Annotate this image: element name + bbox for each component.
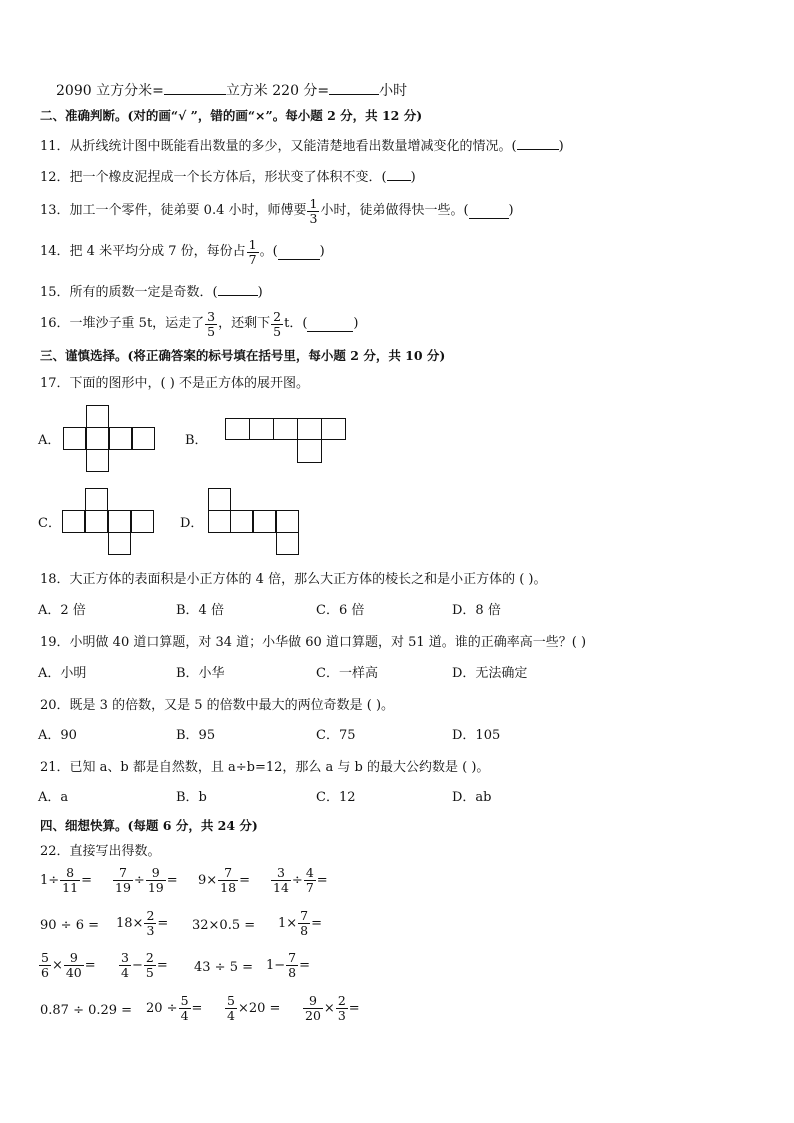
fraction xyxy=(144,909,156,938)
fraction xyxy=(144,951,156,980)
question-text: 12．把一个橡皮泥捏成一个长方体后，形状变了体积不变．( xyxy=(40,170,387,185)
option-d[interactable]: D．8 倍 xyxy=(452,603,501,618)
equals: = xyxy=(166,873,178,888)
calc-item xyxy=(40,866,92,895)
net-square xyxy=(131,510,154,533)
numerator: 9 xyxy=(308,993,317,1008)
question-20: 20．既是 3 的倍数，又是 5 的倍数中最大的两位奇数是 ( )。 xyxy=(40,698,395,713)
numerator: 2 xyxy=(337,993,346,1008)
section2-heading: 二、准确判断。(对的画“√ ”，错的画“×”。每小题 2 分，共 12 分) xyxy=(40,108,423,123)
denominator: 4 xyxy=(227,1008,235,1023)
calc-item xyxy=(224,994,280,1023)
paren-close: ) xyxy=(353,316,359,331)
answer-blank[interactable] xyxy=(469,204,509,219)
numerator: 7 xyxy=(288,950,297,965)
conversion-text-2: 立方米 220 分= xyxy=(225,83,330,99)
equals: = xyxy=(157,916,169,931)
denominator: 3 xyxy=(309,210,318,226)
fraction xyxy=(39,951,51,980)
question-15 xyxy=(40,281,263,302)
paren-close: ) xyxy=(558,139,564,154)
net-square xyxy=(253,510,276,533)
answer-blank[interactable] xyxy=(329,80,379,95)
numerator: 4 xyxy=(305,865,314,880)
fraction xyxy=(119,951,131,980)
net-square xyxy=(249,418,274,440)
question-text: 14．把 4 米平均分成 7 份，每份占 xyxy=(40,244,246,259)
paren-close: ) xyxy=(508,203,514,218)
calc-text: 43 ÷ 5 = xyxy=(194,960,253,975)
denominator: 14 xyxy=(273,880,289,895)
equals: = xyxy=(299,958,311,973)
denominator: 4 xyxy=(180,1008,189,1023)
denominator: 3 xyxy=(337,1008,346,1023)
denominator: 11 xyxy=(62,880,79,895)
paren-close: ) xyxy=(257,285,263,300)
calc-text: 1− xyxy=(266,958,286,973)
option-b[interactable]: B．95 xyxy=(176,728,216,743)
net-square xyxy=(85,488,108,511)
calc-item xyxy=(270,866,328,895)
numerator: 3 xyxy=(207,308,216,324)
fraction xyxy=(179,994,191,1023)
net-square xyxy=(86,427,109,450)
denominator: 7 xyxy=(248,251,257,267)
equals: = xyxy=(191,1001,203,1016)
paren-close: ) xyxy=(410,170,416,185)
denominator: 6 xyxy=(41,965,49,980)
option-d-label[interactable]: D． xyxy=(180,516,204,531)
option-b[interactable]: B．4 倍 xyxy=(176,603,224,618)
option-a[interactable]: A．90 xyxy=(38,728,77,743)
question-18: 18．大正方体的表面积是小正方体的 4 倍，那么大正方体的棱长之和是小正方体的 ( )。 xyxy=(40,572,547,587)
calc-text: 90 ÷ 6 = xyxy=(40,918,99,933)
net-square xyxy=(276,510,299,533)
net-square xyxy=(86,449,109,472)
net-square xyxy=(108,532,131,555)
conversion-text-3: 小时 xyxy=(379,83,408,99)
calc-item xyxy=(192,918,255,933)
calc-item xyxy=(112,866,178,895)
calc-item xyxy=(40,918,99,933)
denominator: 18 xyxy=(220,880,237,895)
cube-net-d xyxy=(208,488,300,556)
denominator: 5 xyxy=(207,323,216,339)
answer-blank[interactable] xyxy=(278,245,320,260)
denominator: 4 xyxy=(121,965,129,980)
net-square xyxy=(108,510,131,533)
denominator: 5 xyxy=(273,323,282,339)
calc-item xyxy=(194,960,253,975)
numerator: 2 xyxy=(273,308,282,324)
equals: = xyxy=(316,873,328,888)
calc-text: 20 ÷ xyxy=(146,1001,178,1016)
numerator: 9 xyxy=(151,865,160,880)
option-d[interactable]: D．105 xyxy=(452,728,501,743)
net-square xyxy=(276,532,299,555)
denominator: 8 xyxy=(288,965,297,980)
fraction xyxy=(298,909,310,938)
operator: ÷ xyxy=(133,873,145,888)
question-11 xyxy=(40,135,564,156)
cube-net-c xyxy=(62,488,154,556)
net-square xyxy=(273,418,298,440)
fraction xyxy=(304,866,316,895)
calc-item xyxy=(38,951,96,980)
numerator: 9 xyxy=(69,950,78,965)
calc-item xyxy=(302,994,360,1023)
net-square xyxy=(321,418,346,440)
question-text: 。( xyxy=(259,244,278,259)
question-12 xyxy=(40,166,416,187)
cube-net-a xyxy=(63,405,155,473)
option-d[interactable]: D．ab xyxy=(452,790,492,805)
answer-blank[interactable] xyxy=(218,281,258,296)
net-square xyxy=(86,405,109,428)
net-square xyxy=(63,427,86,450)
operator: × xyxy=(51,958,63,973)
numerator: 2 xyxy=(146,908,155,923)
question-17: 17．下面的图形中，( ) 不是正方体的展开图。 xyxy=(40,376,309,391)
net-square xyxy=(208,488,231,511)
denominator: 8 xyxy=(300,923,309,938)
denominator: 7 xyxy=(305,880,314,895)
equals: = xyxy=(156,958,168,973)
fraction xyxy=(205,310,217,339)
numerator: 1 xyxy=(248,236,257,252)
answer-blank[interactable] xyxy=(164,80,226,95)
numerator: 1 xyxy=(309,195,318,211)
calc-text: 1÷ xyxy=(40,873,60,888)
calc-text: 1× xyxy=(278,916,298,931)
numerator: 2 xyxy=(145,950,154,965)
denominator: 19 xyxy=(147,880,164,895)
fraction xyxy=(307,197,319,226)
operator: ÷ xyxy=(291,873,303,888)
fraction xyxy=(271,866,291,895)
calc-text: 9× xyxy=(198,873,218,888)
option-a[interactable]: A．a xyxy=(38,790,69,805)
option-a-label[interactable]: A． xyxy=(38,433,61,448)
numerator: 5 xyxy=(227,993,235,1008)
calc-item xyxy=(278,909,322,938)
fraction xyxy=(218,866,238,895)
calc-item xyxy=(40,1003,132,1018)
question-22: 22．直接写出得数。 xyxy=(40,844,161,859)
question-text: 11．从折线统计图中既能看出数量的多少，又能清楚地看出数量增减变化的情况。( xyxy=(40,139,517,154)
unit-conversion-line xyxy=(56,80,407,100)
denominator: 20 xyxy=(305,1008,321,1023)
calc-item xyxy=(146,994,202,1023)
question-text: 13．加工一个零件，徒弟要 0.4 小时，师傅要 xyxy=(40,203,307,218)
operator: × xyxy=(323,1001,335,1016)
option-c[interactable]: C．一样高 xyxy=(316,666,378,681)
numerator: 7 xyxy=(300,908,309,923)
calc-text: 32×0.5 = xyxy=(192,918,256,933)
question-14 xyxy=(40,234,325,270)
question-13 xyxy=(40,193,514,229)
numerator: 8 xyxy=(66,865,75,880)
denominator: 3 xyxy=(146,923,155,938)
option-b-label[interactable]: B． xyxy=(185,433,208,448)
denominator: 40 xyxy=(65,965,82,980)
option-c-label[interactable]: C． xyxy=(38,516,61,531)
net-square xyxy=(132,427,155,450)
conversion-text-1: 2090 立方分米= xyxy=(56,83,164,99)
net-square xyxy=(208,510,231,533)
equals: = xyxy=(348,1001,360,1016)
fraction xyxy=(303,994,323,1023)
calc-item xyxy=(118,951,168,980)
calc-text: ×20 = xyxy=(237,1001,281,1016)
fraction xyxy=(113,866,133,895)
equals: = xyxy=(239,873,250,888)
calc-text: 0.87 ÷ 0.29 = xyxy=(40,1003,133,1018)
net-square xyxy=(297,439,322,463)
calc-item xyxy=(266,951,310,980)
fraction xyxy=(247,238,259,267)
fraction xyxy=(64,951,84,980)
option-c[interactable]: C．75 xyxy=(316,728,356,743)
fraction xyxy=(336,994,348,1023)
numerator: 5 xyxy=(41,950,49,965)
question-text: 小时，徒弟做得快一些。( xyxy=(320,203,469,218)
equals: = xyxy=(84,958,96,973)
option-c[interactable]: C．12 xyxy=(316,790,356,805)
question-text: ，还剩下 xyxy=(218,316,271,331)
net-square xyxy=(85,510,108,533)
calc-text: 18× xyxy=(116,916,144,931)
option-a[interactable]: A．2 倍 xyxy=(38,603,86,618)
question-text: 16．一堆沙子重 5t，运走了 xyxy=(40,316,205,331)
section4-heading: 四、细想快算。(每题 6 分，共 24 分) xyxy=(40,818,258,833)
option-a[interactable]: A．小明 xyxy=(38,666,87,681)
option-d[interactable]: D．无法确定 xyxy=(452,666,528,681)
paren-close: ) xyxy=(319,244,325,259)
answer-blank[interactable] xyxy=(307,317,353,332)
option-b[interactable]: B．b xyxy=(176,790,207,805)
fraction xyxy=(146,866,166,895)
net-square xyxy=(297,418,322,440)
equals: = xyxy=(81,873,92,888)
question-text: t．( xyxy=(284,316,308,331)
fraction xyxy=(225,994,237,1023)
question-16 xyxy=(40,306,358,342)
fraction xyxy=(286,951,298,980)
calc-item xyxy=(198,866,250,895)
numerator: 3 xyxy=(276,865,285,880)
net-square xyxy=(62,510,85,533)
numerator: 3 xyxy=(121,950,129,965)
section3-heading: 三、谨慎选择。(将正确答案的标号填在括号里，每小题 2 分，共 10 分) xyxy=(40,348,446,363)
net-square xyxy=(109,427,132,450)
question-21: 21．已知 a、b 都是自然数，且 a÷b=12，那么 a 与 b 的最大公约数是 ( )。 xyxy=(40,760,490,775)
question-19: 19．小明做 40 道口算题，对 34 道；小华做 60 道口算题，对 51 道。谁的正确率高一些？( ) xyxy=(40,635,587,650)
option-b[interactable]: B．小华 xyxy=(176,666,225,681)
fraction xyxy=(60,866,80,895)
equals: = xyxy=(311,916,323,931)
numerator: 5 xyxy=(180,993,189,1008)
numerator: 7 xyxy=(224,865,233,880)
denominator: 5 xyxy=(145,965,154,980)
calc-item xyxy=(116,909,168,938)
answer-blank[interactable] xyxy=(387,166,411,181)
net-square xyxy=(225,418,250,440)
fraction xyxy=(271,310,283,339)
question-text: 15．所有的质数一定是奇数．( xyxy=(40,285,218,300)
numerator: 7 xyxy=(118,865,127,880)
cube-net-b xyxy=(225,418,345,464)
operator: − xyxy=(131,958,143,973)
net-square xyxy=(230,510,253,533)
denominator: 19 xyxy=(115,880,131,895)
answer-blank[interactable] xyxy=(517,135,559,150)
option-c[interactable]: C．6 倍 xyxy=(316,603,365,618)
